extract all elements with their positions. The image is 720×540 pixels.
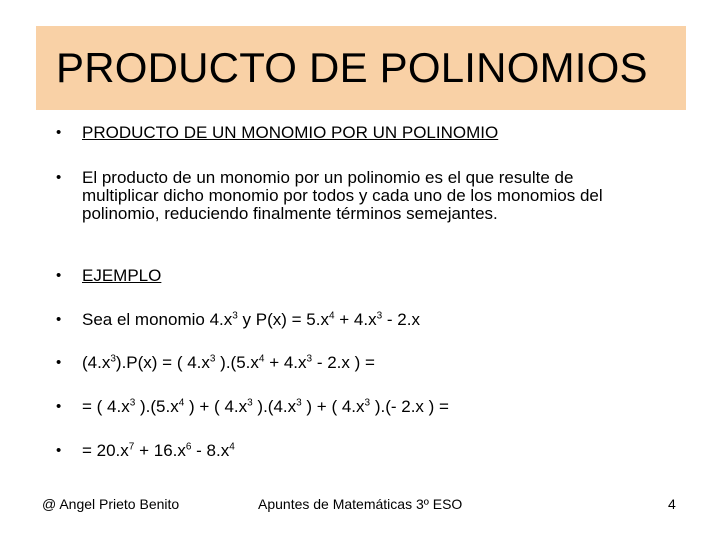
example-statement: Sea el monomio $4.x^3$ y $P(x) = 5.x^4 + 4.x^3 - 2.x$ xyxy=(82,310,420,329)
product-step-2: = ( $4.x^3$ )$.(5.x^4$ ) + ( $4.x^3$ )$.(4.x^3$ ) + ( $4.x^3$ ).(- 2.x ) = xyxy=(82,397,449,416)
definition-text: El producto de un monomio por un polinomio es el que resulte de multiplicar dicho monomio por todos y cada uno de los monomios del polinomio, reduciendo finalmente términos semejantes. xyxy=(82,168,603,223)
bullet-marker: • xyxy=(56,311,62,328)
footer-course: Apuntes de Matemáticas 3º ESO xyxy=(258,496,463,512)
section-heading: PRODUCTO DE UN MONOMIO POR UN POLINOMIO xyxy=(82,123,499,142)
bullet-marker: • xyxy=(56,124,62,141)
title-banner xyxy=(36,26,686,110)
product-step-1: $(4.x^3).P(x)$ = ( $4.x^3$ )$.(5.x^4 + 4.x^3 - 2.x$ ) = xyxy=(82,353,375,372)
slide-title: PRODUCTO DE POLINOMIOS xyxy=(56,44,648,91)
bullet-marker: • xyxy=(56,267,62,284)
page-number: 4 xyxy=(668,496,676,512)
footer-author: @ Angel Prieto Benito xyxy=(42,496,180,512)
product-result: = $20.x^7 + 16.x^6 - 8.x^4$ xyxy=(82,441,235,460)
bullet-marker: • xyxy=(56,442,62,459)
bullet-marker: • xyxy=(56,169,62,186)
bullet-marker: • xyxy=(56,354,62,371)
bullet-marker: • xyxy=(56,398,62,415)
example-heading: EJEMPLO xyxy=(82,266,162,285)
